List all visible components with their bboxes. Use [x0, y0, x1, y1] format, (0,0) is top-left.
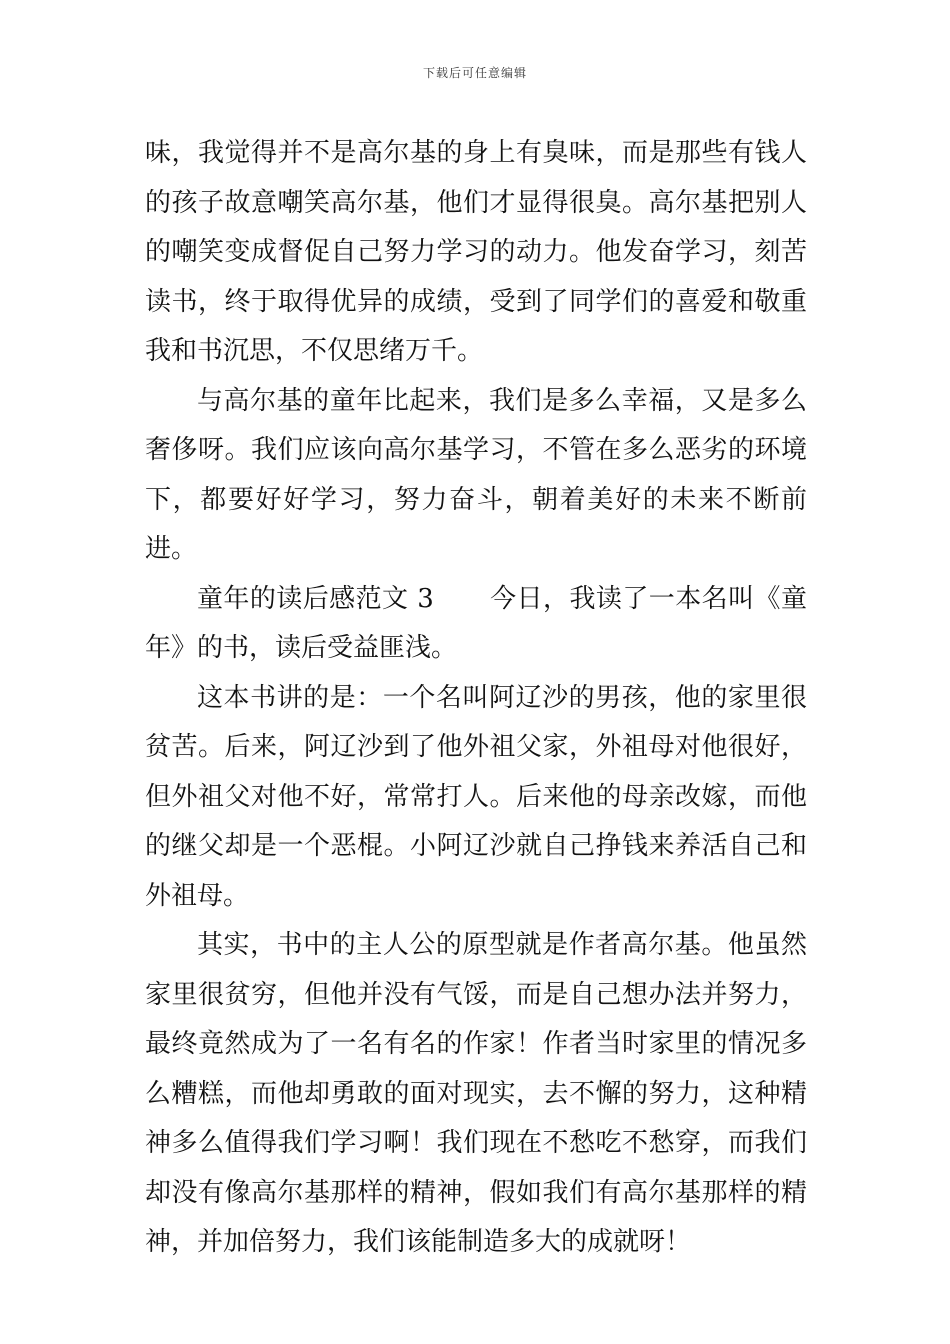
paragraph: 味，我觉得并不是高尔基的身上有臭味，而是那些有钱人的孩子故意嘲笑高尔基，他们才显得很臭。高尔基把别人的嘲笑变成督促自己努力学习的动力。他发奋学习，刻苦读书，终于取得优异的成绩，受到了同学们的喜爱和敬重我和书沉思，不仅思绪万千。	[145, 138, 807, 366]
paragraph-text: 今日，我读了一本名叫《童年》的书，读后受益匪浅。	[145, 583, 807, 663]
header-note: 下载后可任意编辑	[422, 66, 527, 80]
paragraph: 这本书讲的是：一个名叫阿辽沙的男孩，他的家里很贫苦。后来，阿辽沙到了他外祖父家，外祖母对他很好，但外祖父对他不好，常常打人。后来他的母亲改嫁，而他的继父却是一个恶棍。小阿辽沙就自己挣钱来养活自己和外祖母。	[145, 682, 807, 911]
paragraph-with-section-title	[145, 575, 807, 674]
paragraph: 与高尔基的童年比起来，我们是多么幸福，又是多么奢侈呀。我们应该向高尔基学习，不管在多么恶劣的环境下，都要好好学习，努力奋斗，朝着美好的未来不断前进。	[145, 385, 807, 564]
section-title: 童年的读后感范文 3	[197, 583, 434, 614]
paragraph: 其实，书中的主人公的原型就是作者高尔基。他虽然家里很贫穷，但他并没有气馁，而是自己想办法并努力，最终竟然成为了一名有名的作家！作者当时家里的情况多么糟糕，而他却勇敢的面对现实，去不懈的努力，这种精神多么值得我们学习啊！我们现在不愁吃不愁穿，而我们却没有像高尔基那样的精神，假如我们有高尔基那样的精神，并加倍努力，我们该能制造多大的成就呀！	[145, 930, 807, 1257]
document-body	[145, 129, 807, 1268]
